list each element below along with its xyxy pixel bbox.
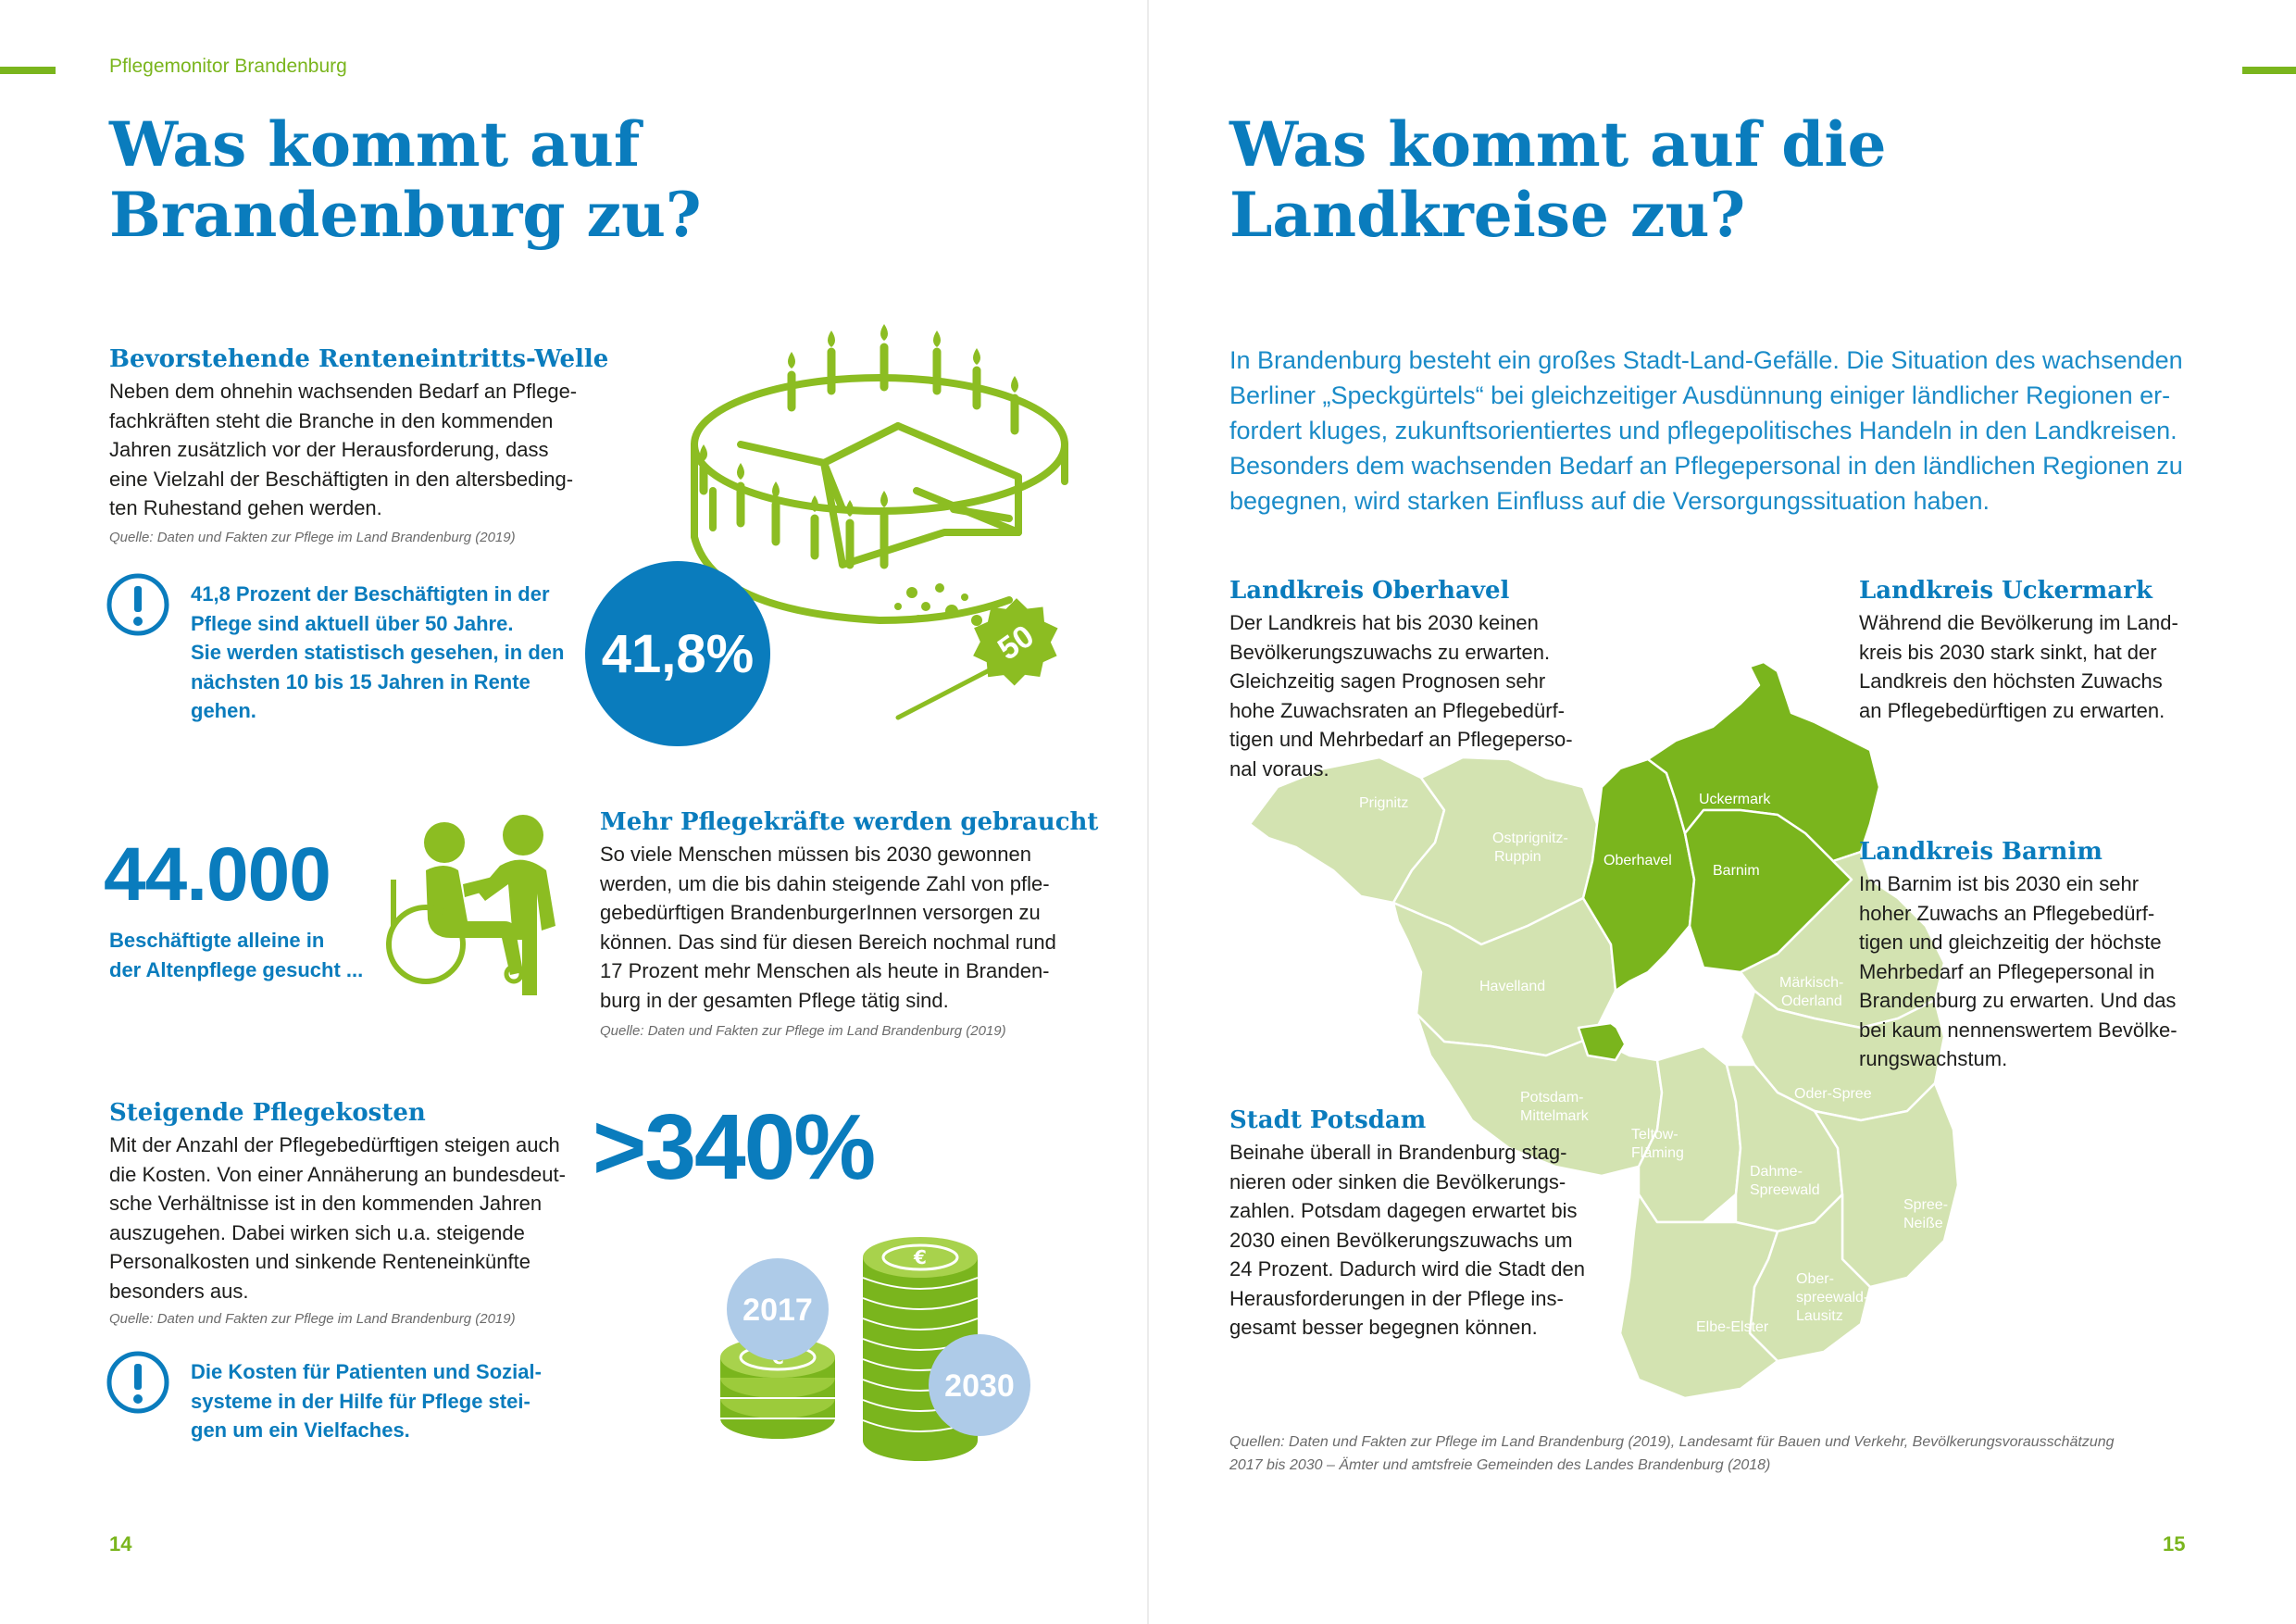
text-line: rungswachstum. (1859, 1047, 2008, 1070)
map-label-elbe-elster: Elbe-Elster (1696, 1319, 1769, 1335)
barnim-heading: Landkreis Barnim (1859, 838, 2103, 866)
map-label-potsdam-mittelmark-line1: Potsdam- (1520, 1090, 1584, 1106)
text-line: tigen und gleichzeitig der höchste (1859, 931, 2162, 954)
text-line: Während die Bevölkerung im Land- (1859, 611, 2178, 634)
year-2017-label: 2017 (742, 1293, 813, 1328)
text-line: Landkreis den höchsten Zuwachs (1859, 669, 2163, 693)
text-line: 17 Prozent mehr Menschen als heute in Branden- (600, 959, 1050, 982)
text-line: gen um ein Vielfaches. (191, 1418, 410, 1442)
text-line: an Pflegebedürftigen zu erwarten. (1859, 698, 2165, 722)
text-line: Pflege sind aktuell über 50 Jahre. (191, 611, 514, 635)
section1-callout (191, 580, 564, 726)
right-page-title (1229, 109, 1887, 250)
text-line: burg in der gesamten Pflege tätig sind. (600, 988, 949, 1012)
page-gutter (1147, 0, 1149, 1624)
map-label-prignitz: Prignitz (1359, 795, 1409, 811)
map-label-maerkisch-line1: Märkisch- (1779, 975, 1844, 991)
right-intro (1229, 343, 2211, 518)
text-line: hoher Zuwachs an Pflegebedürf- (1859, 901, 2155, 925)
right-sources (1229, 1430, 2115, 1477)
text-line: Der Landkreis hat bis 2030 keinen (1229, 611, 1539, 634)
text-line: die Kosten. Von einer Annäherung an bundesdeut- (109, 1162, 566, 1186)
text-line: Bevölkerungszuwachs zu erwarten. (1229, 640, 1551, 664)
running-title: Pflegemonitor Brandenburg (109, 56, 347, 77)
section1-heading: Bevorstehende Renteneintritts-Welle (109, 345, 609, 373)
text-line: Sie werden statistisch gesehen, in den (191, 641, 565, 664)
text-line: 41,8 Prozent der Beschäftigten in der (191, 582, 550, 606)
page-number-left: 14 (109, 1532, 132, 1555)
map-label-dahme-line1: Dahme- (1750, 1164, 1803, 1180)
map-label-ober-spreewald-line1: Ober- (1796, 1271, 1834, 1287)
map-label-havelland: Havelland (1479, 979, 1546, 994)
map-label-potsdam-mittelmark-line2: Mittelmark (1520, 1108, 1589, 1124)
alert-icon (106, 572, 170, 637)
cake-topper-number: 50 (992, 618, 1041, 668)
map-label-ostprignitz-line1: Ostprignitz- (1492, 831, 1568, 846)
left-corner-mark (0, 67, 56, 74)
text-line: Mehrbedarf an Pflegepersonal in (1859, 959, 2155, 983)
map-label-teltow-line2: Fläming (1631, 1145, 1684, 1161)
coin-stacks-illustration (713, 1213, 1046, 1491)
map-label-spree-neisse-line1: Spree- (1903, 1197, 1949, 1213)
right-corner-mark (2242, 67, 2296, 74)
section3-callout (191, 1357, 542, 1445)
text-line: begegnen, wird starken Einfluss auf die Versorgungssituation haben. (1229, 487, 1990, 515)
cost-increase-stat: >340% (593, 1095, 875, 1199)
text-line: 24 Prozent. Dadurch wird die Stadt den (1229, 1257, 1586, 1280)
text-line: So viele Menschen müssen bis 2030 gewonnen (600, 843, 1031, 866)
map-label-spree-neisse-line2: Neiße (1903, 1216, 1943, 1231)
text-line: fachkräften steht die Branche in den kommenden (109, 408, 554, 432)
text-line: besonders aus. (109, 1279, 249, 1303)
text-line: Beschäftigte alleine in (109, 929, 325, 952)
map-label-teltow-line1: Teltow- (1631, 1127, 1678, 1143)
text-line: Berliner „Speckgürtels“ bei gleichzeitiger Ausdünnung einiger ländlicher Regionen er- (1229, 381, 2171, 409)
uckermark-heading: Landkreis Uckermark (1859, 577, 2152, 605)
text-line: gebedürftigen BrandenburgerInnen versorgen zu (600, 901, 1041, 924)
section1-text (109, 377, 628, 523)
text-line: werden, um die bis dahin steigende Zahl von pfle- (600, 871, 1050, 895)
map-label-maerkisch-line2: Oderland (1781, 993, 1842, 1009)
text-line: Quellen: Daten und Fakten zur Pflege im Land Brandenburg (2019), Landesamt für Bauen und Verkehr, Bevölkerungsvorausschätzung (1229, 1434, 2115, 1450)
map-label-dahme-line2: Spreewald (1750, 1182, 1820, 1198)
left-page-title (109, 109, 702, 250)
text-line: eine Vielzahl der Beschäftigten in den altersbeding- (109, 467, 574, 491)
map-label-ostprignitz-line2: Ruppin (1494, 849, 1541, 865)
text-line: 2030 einen Bevölkerungszuwachs um (1229, 1228, 1573, 1252)
map-label-oberhavel: Oberhavel (1603, 853, 1672, 868)
map-label-ober-spreewald-line3: Lausitz (1796, 1308, 1843, 1324)
text-line: nal voraus. (1229, 756, 1329, 781)
text-line: Brandenburg zu erwarten. Und das (1859, 989, 2177, 1012)
section2-text (600, 840, 1081, 1015)
map-label-barnim: Barnim (1713, 863, 1760, 879)
left-title-line2: Brandenburg zu? (109, 179, 702, 251)
big-number-44000: 44.000 (104, 832, 331, 917)
text-line: kreis bis 2030 stark sinkt, hat der (1859, 640, 2157, 664)
text-line: systeme in der Hilfe für Pflege stei- (191, 1389, 530, 1413)
text-line: Mit der Anzahl der Pflegebedürftigen steigen auch (109, 1133, 560, 1156)
text-line: nieren oder sinken die Bevölkerungs- (1229, 1169, 1566, 1193)
big-number-caption (109, 926, 363, 984)
text-line: In Brandenburg besteht ein großes Stadt-Land-Gefälle. Die Situation des wachsenden (1229, 346, 2183, 374)
section3-source: Quelle: Daten und Fakten zur Pflege im Land Brandenburg (2019) (109, 1311, 516, 1327)
caregiver-wheelchair-icon (375, 815, 579, 991)
text-line: Jahren zusätzlich vor der Herausforderung, dass (109, 438, 549, 461)
text-line: nächsten 10 bis 15 Jahren in Rente (191, 669, 530, 693)
svg-text:€: € (914, 1246, 927, 1268)
potsdam-heading: Stadt Potsdam (1229, 1106, 1427, 1134)
page-number-right: 15 (2163, 1532, 2186, 1555)
percent-badge-text: 41,8% (601, 623, 755, 684)
text-line: bei kaum nennenswertem Bevölke- (1859, 1018, 2177, 1042)
text-line: können. Das sind für diesen Bereich nochmal rund (600, 930, 1056, 954)
uckermark-text (1859, 608, 2178, 725)
section3-heading: Steigende Pflegekosten (109, 1099, 426, 1127)
year-2030-label: 2030 (944, 1368, 1015, 1404)
text-line: sche Verhältnisse ist in den kommenden Jahren (109, 1192, 543, 1215)
oberhavel-heading: Landkreis Oberhavel (1229, 577, 1510, 605)
text-line: Neben dem ohnehin wachsenden Bedarf an Pflege- (109, 380, 578, 403)
text-line: gesamt besser begegnen können. (1229, 1316, 1538, 1339)
percent-badge (585, 561, 770, 746)
text-line: hohe Zuwachsraten an Pflegebedürf- (1229, 698, 1566, 722)
section3-text (109, 1131, 591, 1305)
text-line: der Altenpflege gesucht ... (109, 957, 364, 981)
text-line: fordert kluges, zukunftsorientiertes und pflegepolitisches Handeln in den Landkreisen. (1229, 417, 2177, 444)
right-title-line2: Landkreise zu? (1229, 179, 1746, 251)
section2-source: Quelle: Daten und Fakten zur Pflege im Land Brandenburg (2019) (600, 1023, 1006, 1039)
alert-icon (106, 1350, 170, 1415)
text-line: 2017 bis 2030 – Ämter und amtsfreie Gemeinden des Landes Brandenburg (2018) (1229, 1457, 1771, 1473)
text-line: Personalkosten und sinkende Renteneinkünfte (109, 1250, 530, 1273)
right-title-line1: Was kommt auf die (1229, 108, 1887, 181)
text-line: Besonders dem wachsenden Bedarf an Pflegepersonal in den ländlichen Regionen zu (1229, 452, 2183, 480)
text-line: Gleichzeitig sagen Prognosen sehr (1229, 669, 1546, 693)
left-title-line1: Was kommt auf (109, 108, 641, 181)
text-line: ten Ruhestand gehen werden. (109, 496, 382, 519)
text-line: tigen und Mehrbedarf an Pflegeperso- (1229, 728, 1573, 751)
map-label-ober-spreewald-line2: spreewald- (1796, 1290, 1869, 1305)
text-line: Herausforderungen in der Pflege ins- (1229, 1286, 1564, 1310)
potsdam-text (1229, 1138, 1585, 1343)
text-line: auszugehen. Dabei wirken sich u.a. steigende (109, 1220, 525, 1244)
text-line: zahlen. Potsdam dagegen erwartet bis (1229, 1199, 1578, 1222)
oberhavel-text (1229, 608, 1573, 783)
text-line: Die Kosten für Patienten und Sozial- (191, 1360, 542, 1383)
barnim-text (1859, 869, 2177, 1074)
map-label-uckermark: Uckermark (1699, 792, 1771, 807)
text-line: Im Barnim ist bis 2030 ein sehr (1859, 872, 2140, 895)
text-line: Beinahe überall in Brandenburg stag- (1229, 1141, 1567, 1164)
section1-source: Quelle: Daten und Fakten zur Pflege im Land Brandenburg (2019) (109, 530, 516, 545)
section2-heading: Mehr Pflegekräfte werden gebraucht (600, 808, 1099, 836)
map-label-oder-spree: Oder-Spree (1794, 1086, 1872, 1102)
text-line: gehen. (191, 699, 256, 722)
